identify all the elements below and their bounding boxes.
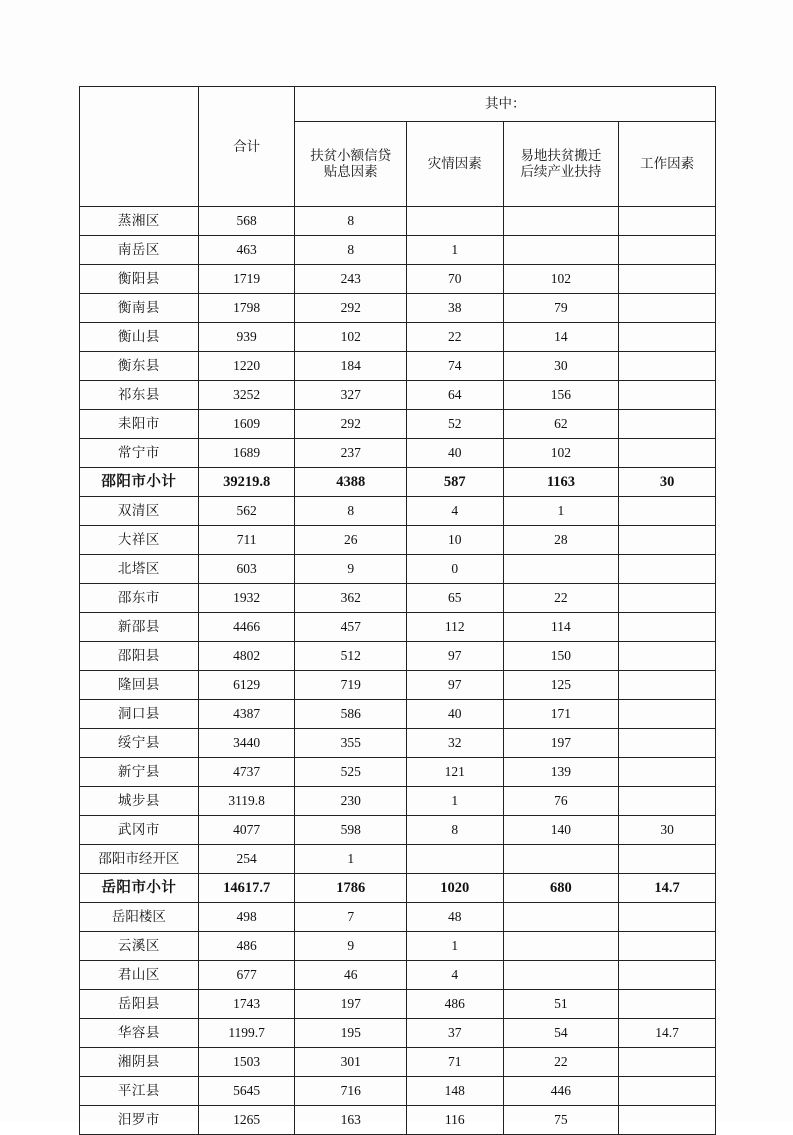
- row-relocation: 62: [503, 410, 619, 439]
- row-total: 4802: [198, 642, 295, 671]
- row-label: 祁东县: [80, 381, 199, 410]
- row-total: 1743: [198, 990, 295, 1019]
- row-disaster: 10: [406, 526, 503, 555]
- row-relocation: 114: [503, 613, 619, 642]
- row-label: 湘阴县: [80, 1048, 199, 1077]
- row-label: 衡东县: [80, 352, 199, 381]
- row-total: 568: [198, 207, 295, 236]
- row-work: [619, 352, 716, 381]
- row-total: 677: [198, 961, 295, 990]
- row-total: 4387: [198, 700, 295, 729]
- row-relocation: 680: [503, 874, 619, 903]
- row-label: 常宁市: [80, 439, 199, 468]
- row-label: 岳阳楼区: [80, 903, 199, 932]
- row-subsidy: 327: [295, 381, 406, 410]
- row-subsidy: 301: [295, 1048, 406, 1077]
- row-disaster: 65: [406, 584, 503, 613]
- row-label: 邵阳市经开区: [80, 845, 199, 874]
- row-relocation: 75: [503, 1106, 619, 1135]
- row-disaster: 22: [406, 323, 503, 352]
- row-work: [619, 1077, 716, 1106]
- row-total: 463: [198, 236, 295, 265]
- row-total: 1503: [198, 1048, 295, 1077]
- header-subcol-4-line1: 工作因素: [640, 156, 695, 172]
- row-subsidy: 46: [295, 961, 406, 990]
- row-total: 939: [198, 323, 295, 352]
- row-total: 3252: [198, 381, 295, 410]
- row-disaster: 37: [406, 1019, 503, 1048]
- row-disaster: 32: [406, 729, 503, 758]
- row-label: 南岳区: [80, 236, 199, 265]
- row-work: [619, 903, 716, 932]
- row-relocation: [503, 961, 619, 990]
- row-relocation: 150: [503, 642, 619, 671]
- row-disaster: 486: [406, 990, 503, 1019]
- row-subsidy: 716: [295, 1077, 406, 1106]
- row-relocation: 22: [503, 584, 619, 613]
- row-disaster: 74: [406, 352, 503, 381]
- row-total: 1719: [198, 265, 295, 294]
- row-subsidy: 184: [295, 352, 406, 381]
- row-total: 39219.8: [198, 468, 295, 497]
- row-disaster: 52: [406, 410, 503, 439]
- table-row: [80, 323, 716, 352]
- row-total: 6129: [198, 671, 295, 700]
- table-row: [80, 613, 716, 642]
- row-work: [619, 932, 716, 961]
- row-disaster: 4: [406, 497, 503, 526]
- row-label: 新邵县: [80, 613, 199, 642]
- table-row: [80, 932, 716, 961]
- row-label: 岳阳市小计: [80, 874, 199, 903]
- row-work: [619, 323, 716, 352]
- row-disaster: 71: [406, 1048, 503, 1077]
- row-work: [619, 236, 716, 265]
- table-row: [80, 961, 716, 990]
- row-relocation: 446: [503, 1077, 619, 1106]
- row-label: 双清区: [80, 497, 199, 526]
- row-relocation: 102: [503, 265, 619, 294]
- row-work: 14.7: [619, 874, 716, 903]
- table-row: [80, 381, 716, 410]
- row-label: 岳阳县: [80, 990, 199, 1019]
- row-disaster: 48: [406, 903, 503, 932]
- header-subcol-3: [503, 122, 619, 207]
- row-work: [619, 1106, 716, 1135]
- row-label: 绥宁县: [80, 729, 199, 758]
- table-row: [80, 526, 716, 555]
- row-relocation: 22: [503, 1048, 619, 1077]
- table-row: [80, 1077, 716, 1106]
- row-total: 1199.7: [198, 1019, 295, 1048]
- row-disaster: [406, 207, 503, 236]
- row-work: [619, 845, 716, 874]
- row-total: 562: [198, 497, 295, 526]
- header-subcol-3-line2: 后续产业扶持: [520, 164, 602, 179]
- row-disaster: 8: [406, 816, 503, 845]
- row-subsidy: 243: [295, 265, 406, 294]
- row-subsidy: 525: [295, 758, 406, 787]
- row-work: [619, 555, 716, 584]
- row-label: 耒阳市: [80, 410, 199, 439]
- row-disaster: 587: [406, 468, 503, 497]
- table-row: [80, 1019, 716, 1048]
- row-label: 武冈市: [80, 816, 199, 845]
- row-work: [619, 526, 716, 555]
- table-row: [80, 729, 716, 758]
- row-label: 邵阳县: [80, 642, 199, 671]
- table-row: [80, 990, 716, 1019]
- row-relocation: 28: [503, 526, 619, 555]
- table-row: [80, 874, 716, 903]
- row-subsidy: 163: [295, 1106, 406, 1135]
- row-work: [619, 613, 716, 642]
- row-label: 云溪区: [80, 932, 199, 961]
- row-relocation: [503, 555, 619, 584]
- table-row: [80, 352, 716, 381]
- table-row: [80, 236, 716, 265]
- row-relocation: 139: [503, 758, 619, 787]
- row-subsidy: 237: [295, 439, 406, 468]
- header-group-label: 其中：: [295, 87, 716, 122]
- row-label: 邵东市: [80, 584, 199, 613]
- header-row-top: [80, 87, 716, 122]
- row-work: [619, 207, 716, 236]
- row-relocation: 51: [503, 990, 619, 1019]
- row-relocation: [503, 932, 619, 961]
- row-work: [619, 1048, 716, 1077]
- row-label: 衡山县: [80, 323, 199, 352]
- row-label: 大祥区: [80, 526, 199, 555]
- row-label: 平江县: [80, 1077, 199, 1106]
- row-relocation: [503, 236, 619, 265]
- row-total: 3119.8: [198, 787, 295, 816]
- table-row: [80, 468, 716, 497]
- row-total: 1798: [198, 294, 295, 323]
- row-total: 498: [198, 903, 295, 932]
- row-disaster: 121: [406, 758, 503, 787]
- row-disaster: 70: [406, 265, 503, 294]
- row-disaster: 4: [406, 961, 503, 990]
- table-row: [80, 903, 716, 932]
- header-subcol-1-line2: 贴息因素: [323, 164, 378, 179]
- row-subsidy: 719: [295, 671, 406, 700]
- row-disaster: 40: [406, 700, 503, 729]
- row-relocation: 1: [503, 497, 619, 526]
- row-work: [619, 584, 716, 613]
- row-label: 北塔区: [80, 555, 199, 584]
- row-total: 14617.7: [198, 874, 295, 903]
- row-work: [619, 990, 716, 1019]
- table-container: [79, 86, 716, 1135]
- row-total: 1932: [198, 584, 295, 613]
- row-disaster: 40: [406, 439, 503, 468]
- row-disaster: 1: [406, 932, 503, 961]
- row-subsidy: 292: [295, 410, 406, 439]
- row-label: 洞口县: [80, 700, 199, 729]
- header-total: 合计: [198, 87, 295, 207]
- row-work: [619, 294, 716, 323]
- row-subsidy: 26: [295, 526, 406, 555]
- row-relocation: 156: [503, 381, 619, 410]
- allocation-table: [79, 86, 716, 1135]
- table-row: [80, 265, 716, 294]
- row-relocation: 54: [503, 1019, 619, 1048]
- row-relocation: 102: [503, 439, 619, 468]
- row-subsidy: 598: [295, 816, 406, 845]
- row-work: [619, 671, 716, 700]
- header-subcol-1: [295, 122, 406, 207]
- header-subcol-1-line1: 扶贫小额信贷: [310, 148, 392, 164]
- row-subsidy: 8: [295, 207, 406, 236]
- row-subsidy: 512: [295, 642, 406, 671]
- row-total: 5645: [198, 1077, 295, 1106]
- table-row: [80, 700, 716, 729]
- row-subsidy: 195: [295, 1019, 406, 1048]
- row-subsidy: 362: [295, 584, 406, 613]
- row-work: [619, 497, 716, 526]
- row-relocation: 79: [503, 294, 619, 323]
- table-row: [80, 410, 716, 439]
- row-total: 4466: [198, 613, 295, 642]
- row-relocation: 197: [503, 729, 619, 758]
- row-label: 汨罗市: [80, 1106, 199, 1135]
- row-disaster: 38: [406, 294, 503, 323]
- row-subsidy: 1: [295, 845, 406, 874]
- row-label: 衡阳县: [80, 265, 199, 294]
- row-label: 邵阳市小计: [80, 468, 199, 497]
- table-row: [80, 207, 716, 236]
- row-relocation: 76: [503, 787, 619, 816]
- row-subsidy: 586: [295, 700, 406, 729]
- row-relocation: [503, 207, 619, 236]
- row-relocation: 1163: [503, 468, 619, 497]
- table-row: [80, 1048, 716, 1077]
- row-subsidy: 1786: [295, 874, 406, 903]
- row-subsidy: 457: [295, 613, 406, 642]
- row-work: [619, 381, 716, 410]
- header-corner-cell: [80, 87, 199, 207]
- row-work: 30: [619, 816, 716, 845]
- row-total: 1265: [198, 1106, 295, 1135]
- row-work: [619, 961, 716, 990]
- row-work: [619, 642, 716, 671]
- table-body: [80, 87, 716, 1135]
- row-label: 蒸湘区: [80, 207, 199, 236]
- row-work: 14.7: [619, 1019, 716, 1048]
- row-disaster: 0: [406, 555, 503, 584]
- row-work: [619, 410, 716, 439]
- table-row: [80, 845, 716, 874]
- row-total: 486: [198, 932, 295, 961]
- row-label: 新宁县: [80, 758, 199, 787]
- row-subsidy: 230: [295, 787, 406, 816]
- row-work: [619, 265, 716, 294]
- header-subcol-3-line1: 易地扶贫搬迁: [520, 148, 602, 164]
- row-total: 711: [198, 526, 295, 555]
- table-row: [80, 787, 716, 816]
- row-disaster: 116: [406, 1106, 503, 1135]
- row-work: [619, 439, 716, 468]
- row-subsidy: 102: [295, 323, 406, 352]
- table-row: [80, 439, 716, 468]
- table-row: [80, 584, 716, 613]
- row-subsidy: 7: [295, 903, 406, 932]
- row-label: 城步县: [80, 787, 199, 816]
- row-total: 4737: [198, 758, 295, 787]
- row-disaster: 97: [406, 671, 503, 700]
- row-total: 4077: [198, 816, 295, 845]
- row-subsidy: 8: [295, 497, 406, 526]
- table-row: [80, 642, 716, 671]
- row-disaster: 1020: [406, 874, 503, 903]
- row-total: 1220: [198, 352, 295, 381]
- table-row: [80, 816, 716, 845]
- row-work: 30: [619, 468, 716, 497]
- row-total: 3440: [198, 729, 295, 758]
- row-subsidy: 292: [295, 294, 406, 323]
- row-total: 1609: [198, 410, 295, 439]
- table-row: [80, 1106, 716, 1135]
- table-row: [80, 671, 716, 700]
- row-relocation: 140: [503, 816, 619, 845]
- row-subsidy: 9: [295, 932, 406, 961]
- row-subsidy: 197: [295, 990, 406, 1019]
- table-row: [80, 758, 716, 787]
- header-subcol-2-line1: 灾情因素: [427, 156, 482, 172]
- row-total: 254: [198, 845, 295, 874]
- row-relocation: 171: [503, 700, 619, 729]
- row-relocation: [503, 845, 619, 874]
- row-label: 隆回县: [80, 671, 199, 700]
- row-disaster: 112: [406, 613, 503, 642]
- row-relocation: 125: [503, 671, 619, 700]
- row-work: [619, 787, 716, 816]
- row-disaster: 1: [406, 236, 503, 265]
- table-row: [80, 497, 716, 526]
- row-total: 603: [198, 555, 295, 584]
- table-row: [80, 555, 716, 584]
- table-row: [80, 294, 716, 323]
- row-total: 1689: [198, 439, 295, 468]
- header-subcol-4: [619, 122, 716, 207]
- row-subsidy: 9: [295, 555, 406, 584]
- row-relocation: 14: [503, 323, 619, 352]
- row-disaster: 148: [406, 1077, 503, 1106]
- row-subsidy: 355: [295, 729, 406, 758]
- row-label: 衡南县: [80, 294, 199, 323]
- row-disaster: 1: [406, 787, 503, 816]
- row-work: [619, 700, 716, 729]
- row-label: 华容县: [80, 1019, 199, 1048]
- row-subsidy: 8: [295, 236, 406, 265]
- row-disaster: [406, 845, 503, 874]
- row-disaster: 97: [406, 642, 503, 671]
- row-relocation: [503, 903, 619, 932]
- header-subcol-2: [406, 122, 503, 207]
- row-subsidy: 4388: [295, 468, 406, 497]
- row-disaster: 64: [406, 381, 503, 410]
- row-work: [619, 729, 716, 758]
- row-label: 君山区: [80, 961, 199, 990]
- row-work: [619, 758, 716, 787]
- row-relocation: 30: [503, 352, 619, 381]
